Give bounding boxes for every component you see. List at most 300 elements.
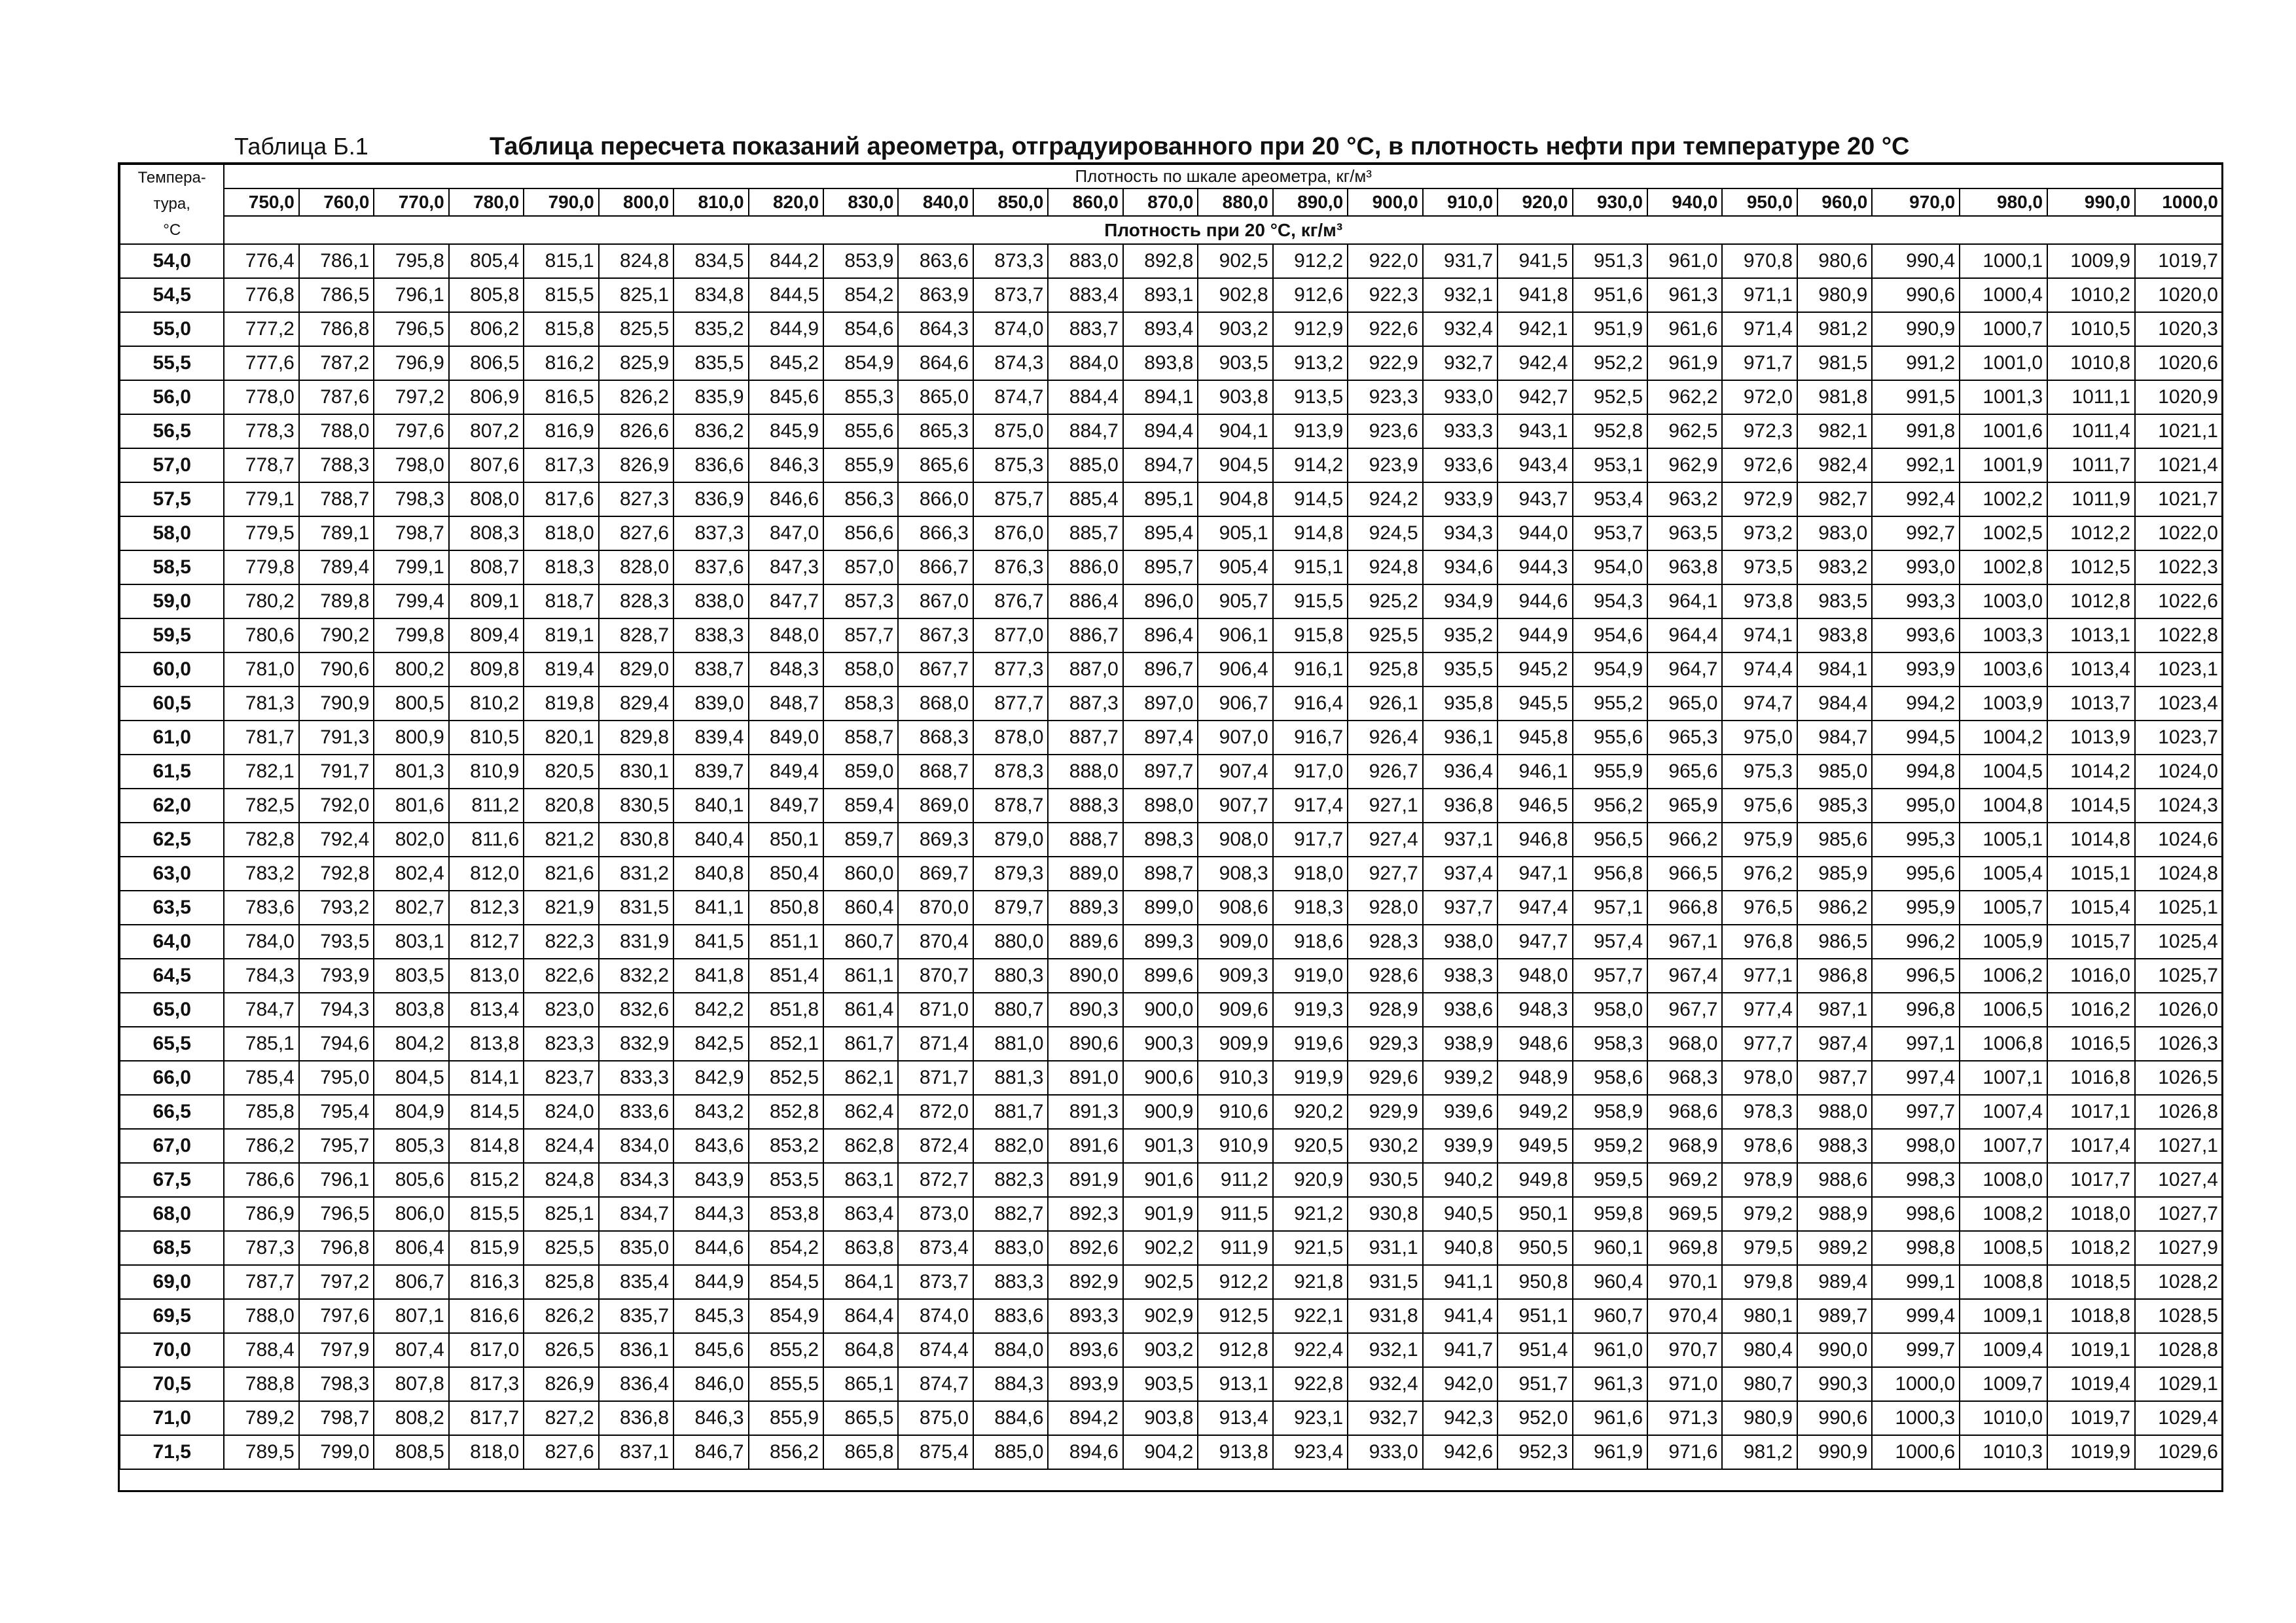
density-cell: 894,1 bbox=[1123, 380, 1198, 414]
density-cell: 883,0 bbox=[973, 1231, 1048, 1265]
density-cell: 816,6 bbox=[449, 1299, 524, 1333]
density-cell: 1024,3 bbox=[2135, 789, 2223, 823]
column-header: 780,0 bbox=[449, 188, 524, 217]
density-cell: 849,0 bbox=[749, 721, 823, 755]
density-cell: 927,4 bbox=[1348, 823, 1422, 857]
density-cell: 787,7 bbox=[224, 1265, 298, 1299]
density-cell: 1021,4 bbox=[2135, 448, 2223, 482]
density-cell: 858,0 bbox=[823, 652, 898, 687]
density-cell: 980,4 bbox=[1722, 1333, 1797, 1367]
density-cell: 902,2 bbox=[1123, 1231, 1198, 1265]
density-cell: 789,4 bbox=[299, 550, 374, 584]
density-cell: 909,6 bbox=[1198, 993, 1272, 1027]
density-cell: 901,6 bbox=[1123, 1163, 1198, 1197]
density-cell: 827,6 bbox=[599, 516, 673, 550]
density-cell: 913,5 bbox=[1273, 380, 1348, 414]
density-cell: 885,0 bbox=[973, 1435, 1048, 1469]
density-cell: 923,4 bbox=[1273, 1435, 1348, 1469]
density-cell: 806,7 bbox=[374, 1265, 448, 1299]
density-cell: 889,0 bbox=[1048, 857, 1122, 891]
density-cell: 915,5 bbox=[1273, 584, 1348, 618]
temperature-cell: 61,0 bbox=[120, 721, 224, 755]
density-cell: 855,9 bbox=[749, 1401, 823, 1435]
density-cell: 879,3 bbox=[973, 857, 1048, 891]
density-cell: 982,1 bbox=[1797, 414, 1872, 448]
density-cell: 823,7 bbox=[524, 1061, 598, 1095]
table-row bbox=[120, 1265, 2223, 1299]
density-cell: 1023,4 bbox=[2135, 687, 2223, 721]
density-cell: 962,5 bbox=[1647, 414, 1722, 448]
density-cell: 855,9 bbox=[823, 448, 898, 482]
density-cell: 966,8 bbox=[1647, 891, 1722, 925]
density-cell: 982,4 bbox=[1797, 448, 1872, 482]
density-cell: 995,6 bbox=[1872, 857, 1960, 891]
density-cell: 1002,2 bbox=[1960, 482, 2047, 516]
density-cell: 829,8 bbox=[599, 721, 673, 755]
column-header: 810,0 bbox=[673, 188, 748, 217]
column-header: 860,0 bbox=[1048, 188, 1122, 217]
density-cell: 1025,7 bbox=[2135, 959, 2223, 993]
density-cell: 792,4 bbox=[299, 823, 374, 857]
density-cell: 825,1 bbox=[599, 278, 673, 312]
density-cell: 815,5 bbox=[524, 278, 598, 312]
density-cell: 1000,3 bbox=[1872, 1401, 1960, 1435]
density-cell: 868,7 bbox=[898, 755, 973, 789]
density-cell: 942,3 bbox=[1423, 1401, 1498, 1435]
density-cell: 936,1 bbox=[1423, 721, 1498, 755]
density-cell: 860,0 bbox=[823, 857, 898, 891]
temperature-cell: 61,5 bbox=[120, 755, 224, 789]
density-cell: 834,8 bbox=[673, 278, 748, 312]
density-cell: 880,0 bbox=[973, 925, 1048, 959]
table-row bbox=[120, 414, 2223, 448]
density-cell: 942,0 bbox=[1423, 1367, 1498, 1401]
density-cell: 844,9 bbox=[673, 1265, 748, 1299]
column-header: 800,0 bbox=[599, 188, 673, 217]
density-cell: 909,0 bbox=[1198, 925, 1272, 959]
density-cell: 845,2 bbox=[749, 346, 823, 380]
density-cell: 915,1 bbox=[1273, 550, 1348, 584]
density-cell: 971,1 bbox=[1722, 278, 1797, 312]
density-cell: 870,0 bbox=[898, 891, 973, 925]
density-cell: 865,3 bbox=[898, 414, 973, 448]
density-cell: 944,6 bbox=[1498, 584, 1572, 618]
density-cell: 838,0 bbox=[673, 584, 748, 618]
density-cell: 885,7 bbox=[1048, 516, 1122, 550]
density-cell: 999,1 bbox=[1872, 1265, 1960, 1299]
density-cell: 840,8 bbox=[673, 857, 748, 891]
table-row bbox=[120, 993, 2223, 1027]
density-cell: 870,7 bbox=[898, 959, 973, 993]
density-cell: 789,5 bbox=[224, 1435, 298, 1469]
density-cell: 875,0 bbox=[973, 414, 1048, 448]
density-cell: 960,7 bbox=[1573, 1299, 1647, 1333]
density-cell: 990,3 bbox=[1797, 1367, 1872, 1401]
density-cell: 885,4 bbox=[1048, 482, 1122, 516]
table-row bbox=[120, 482, 2223, 516]
column-header: 820,0 bbox=[749, 188, 823, 217]
density-cell: 867,3 bbox=[898, 618, 973, 652]
density-cell: 998,0 bbox=[1872, 1129, 1960, 1163]
density-cell: 894,6 bbox=[1048, 1435, 1122, 1469]
density-cell: 1019,9 bbox=[2047, 1435, 2135, 1469]
density-cell: 829,0 bbox=[599, 652, 673, 687]
density-cell: 954,0 bbox=[1573, 550, 1647, 584]
density-cell: 933,0 bbox=[1423, 380, 1498, 414]
temperature-header-line2: тура, bbox=[153, 195, 190, 213]
density-cell: 945,2 bbox=[1498, 652, 1572, 687]
density-cell: 910,3 bbox=[1198, 1061, 1272, 1095]
density-cell: 826,2 bbox=[599, 380, 673, 414]
temperature-cell: 70,0 bbox=[120, 1333, 224, 1367]
density-cell: 1011,1 bbox=[2047, 380, 2135, 414]
density-cell: 843,2 bbox=[673, 1095, 748, 1129]
density-cell: 776,4 bbox=[224, 244, 298, 278]
density-cell: 808,2 bbox=[374, 1401, 448, 1435]
density-cell: 779,8 bbox=[224, 550, 298, 584]
density-cell: 785,4 bbox=[224, 1061, 298, 1095]
density-cell: 856,2 bbox=[749, 1435, 823, 1469]
density-cell: 1022,3 bbox=[2135, 550, 2223, 584]
density-cell: 792,0 bbox=[299, 789, 374, 823]
density-cell: 952,0 bbox=[1498, 1401, 1572, 1435]
density-cell: 813,0 bbox=[449, 959, 524, 993]
table-row bbox=[120, 244, 2223, 278]
density-cell: 942,4 bbox=[1498, 346, 1572, 380]
density-cell: 796,8 bbox=[299, 1231, 374, 1265]
density-cell: 786,9 bbox=[224, 1197, 298, 1231]
density-cell: 811,6 bbox=[449, 823, 524, 857]
density-cell: 916,1 bbox=[1273, 652, 1348, 687]
density-cell: 888,0 bbox=[1048, 755, 1122, 789]
density-cell: 933,0 bbox=[1348, 1435, 1422, 1469]
density-cell: 807,1 bbox=[374, 1299, 448, 1333]
density-cell: 971,0 bbox=[1647, 1367, 1722, 1401]
density-cell: 917,0 bbox=[1273, 755, 1348, 789]
density-cell: 961,6 bbox=[1573, 1401, 1647, 1435]
density-cell: 780,6 bbox=[224, 618, 298, 652]
density-cell: 934,3 bbox=[1423, 516, 1498, 550]
density-cell: 860,7 bbox=[823, 925, 898, 959]
density-cell: 944,0 bbox=[1498, 516, 1572, 550]
density-cell: 1018,5 bbox=[2047, 1265, 2135, 1299]
density-cell: 968,3 bbox=[1647, 1061, 1722, 1095]
density-cell: 808,3 bbox=[449, 516, 524, 550]
density-cell: 824,0 bbox=[524, 1095, 598, 1129]
temperature-cell: 69,0 bbox=[120, 1265, 224, 1299]
density-cell: 793,2 bbox=[299, 891, 374, 925]
density-cell: 993,6 bbox=[1872, 618, 1960, 652]
density-cell: 1020,3 bbox=[2135, 312, 2223, 346]
density-cell: 835,4 bbox=[599, 1265, 673, 1299]
density-cell: 986,5 bbox=[1797, 925, 1872, 959]
density-cell: 856,6 bbox=[823, 516, 898, 550]
density-cell: 967,4 bbox=[1647, 959, 1722, 993]
density-cell: 1019,7 bbox=[2047, 1401, 2135, 1435]
temperature-cell: 60,0 bbox=[120, 652, 224, 687]
temperature-cell: 67,0 bbox=[120, 1129, 224, 1163]
density-cell: 801,6 bbox=[374, 789, 448, 823]
density-cell: 1027,7 bbox=[2135, 1197, 2223, 1231]
density-cell: 957,4 bbox=[1573, 925, 1647, 959]
density-cell: 972,3 bbox=[1722, 414, 1797, 448]
density-cell: 961,0 bbox=[1573, 1333, 1647, 1367]
density-cell: 990,0 bbox=[1797, 1333, 1872, 1367]
density-cell: 883,4 bbox=[1048, 278, 1122, 312]
table-number: Таблица Б.1 bbox=[234, 133, 368, 160]
density-cell: 1020,9 bbox=[2135, 380, 2223, 414]
density-cell: 953,7 bbox=[1573, 516, 1647, 550]
density-cell: 940,5 bbox=[1423, 1197, 1498, 1231]
density-cell: 864,4 bbox=[823, 1299, 898, 1333]
density-cell: 788,4 bbox=[224, 1333, 298, 1367]
density-cell: 899,6 bbox=[1123, 959, 1198, 993]
density-cell: 982,7 bbox=[1797, 482, 1872, 516]
density-cell: 952,8 bbox=[1573, 414, 1647, 448]
density-cell: 796,9 bbox=[374, 346, 448, 380]
density-cell: 779,5 bbox=[224, 516, 298, 550]
density-cell: 874,0 bbox=[898, 1299, 973, 1333]
density-cell: 875,7 bbox=[973, 482, 1048, 516]
density-cell: 782,5 bbox=[224, 789, 298, 823]
density-cell: 923,3 bbox=[1348, 380, 1422, 414]
column-header: 850,0 bbox=[973, 188, 1048, 217]
density-cell: 970,4 bbox=[1647, 1299, 1722, 1333]
density-cell: 939,2 bbox=[1423, 1061, 1498, 1095]
density-cell: 835,5 bbox=[673, 346, 748, 380]
density-cell: 967,7 bbox=[1647, 993, 1722, 1027]
density-cell: 987,1 bbox=[1797, 993, 1872, 1027]
density-cell: 1027,1 bbox=[2135, 1129, 2223, 1163]
density-cell: 834,7 bbox=[599, 1197, 673, 1231]
density-cell: 929,9 bbox=[1348, 1095, 1422, 1129]
column-header: 940,0 bbox=[1647, 188, 1722, 217]
temperature-cell: 56,5 bbox=[120, 414, 224, 448]
density-cell: 808,0 bbox=[449, 482, 524, 516]
temperature-cell: 67,5 bbox=[120, 1163, 224, 1197]
density-cell: 1010,3 bbox=[1960, 1435, 2047, 1469]
density-cell: 858,3 bbox=[823, 687, 898, 721]
density-cell: 794,6 bbox=[299, 1027, 374, 1061]
density-cell: 950,8 bbox=[1498, 1265, 1572, 1299]
density-cell: 844,2 bbox=[749, 244, 823, 278]
density-cell: 835,2 bbox=[673, 312, 748, 346]
density-cell: 900,0 bbox=[1123, 993, 1198, 1027]
density-cell: 994,5 bbox=[1872, 721, 1960, 755]
density-cell: 907,4 bbox=[1198, 755, 1272, 789]
density-cell: 784,3 bbox=[224, 959, 298, 993]
density-cell: 954,9 bbox=[1573, 652, 1647, 687]
density-cell: 967,1 bbox=[1647, 925, 1722, 959]
density-cell: 917,7 bbox=[1273, 823, 1348, 857]
temperature-cell: 54,0 bbox=[120, 244, 224, 278]
table-row bbox=[120, 891, 2223, 925]
density-cell: 912,5 bbox=[1198, 1299, 1272, 1333]
density-cell: 1016,2 bbox=[2047, 993, 2135, 1027]
density-cell: 941,5 bbox=[1498, 244, 1572, 278]
density-cell: 951,3 bbox=[1573, 244, 1647, 278]
density-cell: 878,0 bbox=[973, 721, 1048, 755]
density-cell: 807,4 bbox=[374, 1333, 448, 1367]
density-cell: 811,2 bbox=[449, 789, 524, 823]
density-cell: 869,7 bbox=[898, 857, 973, 891]
density-cell: 890,0 bbox=[1048, 959, 1122, 993]
density-cell: 942,1 bbox=[1498, 312, 1572, 346]
density-cell: 946,1 bbox=[1498, 755, 1572, 789]
density-cell: 828,7 bbox=[599, 618, 673, 652]
density-cell: 812,7 bbox=[449, 925, 524, 959]
density-cell: 976,2 bbox=[1722, 857, 1797, 891]
density-cell: 912,9 bbox=[1273, 312, 1348, 346]
density-cell: 817,3 bbox=[524, 448, 598, 482]
density-cell: 932,1 bbox=[1423, 278, 1498, 312]
density-cell: 910,6 bbox=[1198, 1095, 1272, 1129]
density-cell: 845,6 bbox=[749, 380, 823, 414]
density-cell: 937,1 bbox=[1423, 823, 1498, 857]
density-cell: 928,3 bbox=[1348, 925, 1422, 959]
column-header: 870,0 bbox=[1123, 188, 1198, 217]
density-cell: 825,5 bbox=[524, 1231, 598, 1265]
density-cell: 863,4 bbox=[823, 1197, 898, 1231]
density-cell: 892,9 bbox=[1048, 1265, 1122, 1299]
density-cell: 905,4 bbox=[1198, 550, 1272, 584]
density-cell: 914,2 bbox=[1273, 448, 1348, 482]
density-cell: 981,8 bbox=[1797, 380, 1872, 414]
density-cell: 927,7 bbox=[1348, 857, 1422, 891]
density-cell: 779,1 bbox=[224, 482, 298, 516]
density-cell: 871,4 bbox=[898, 1027, 973, 1061]
density-cell: 1024,0 bbox=[2135, 755, 2223, 789]
temperature-cell: 55,0 bbox=[120, 312, 224, 346]
density-cell: 1009,4 bbox=[1960, 1333, 2047, 1367]
density-cell: 841,8 bbox=[673, 959, 748, 993]
density-cell: 924,8 bbox=[1348, 550, 1422, 584]
density-cell: 851,4 bbox=[749, 959, 823, 993]
density-cell: 1012,2 bbox=[2047, 516, 2135, 550]
density-cell: 983,8 bbox=[1797, 618, 1872, 652]
density-cell: 818,0 bbox=[449, 1435, 524, 1469]
density-cell: 883,6 bbox=[973, 1299, 1048, 1333]
density-cell: 778,7 bbox=[224, 448, 298, 482]
density-cell: 981,5 bbox=[1797, 346, 1872, 380]
density-cell: 996,8 bbox=[1872, 993, 1960, 1027]
density-cell: 895,1 bbox=[1123, 482, 1198, 516]
density-cell: 954,3 bbox=[1573, 584, 1647, 618]
density-cell: 855,6 bbox=[823, 414, 898, 448]
density-cell: 816,9 bbox=[524, 414, 598, 448]
density-cell: 807,6 bbox=[449, 448, 524, 482]
density-cell: 908,6 bbox=[1198, 891, 1272, 925]
density-cell: 853,5 bbox=[749, 1163, 823, 1197]
density-cell: 874,7 bbox=[973, 380, 1048, 414]
density-cell: 988,0 bbox=[1797, 1095, 1872, 1129]
density-cell: 805,6 bbox=[374, 1163, 448, 1197]
density-cell: 815,5 bbox=[449, 1197, 524, 1231]
density-cell: 1028,8 bbox=[2135, 1333, 2223, 1367]
density-cell: 787,2 bbox=[299, 346, 374, 380]
density-cell: 799,0 bbox=[299, 1435, 374, 1469]
density-cell: 835,7 bbox=[599, 1299, 673, 1333]
density-cell: 1026,0 bbox=[2135, 993, 2223, 1027]
density-cell: 921,8 bbox=[1273, 1265, 1348, 1299]
density-cell: 1002,8 bbox=[1960, 550, 2047, 584]
density-cell: 934,9 bbox=[1423, 584, 1498, 618]
density-cell: 783,6 bbox=[224, 891, 298, 925]
density-cell: 961,9 bbox=[1573, 1435, 1647, 1469]
density-cell: 909,3 bbox=[1198, 959, 1272, 993]
table-row bbox=[120, 1367, 2223, 1401]
density-cell: 893,1 bbox=[1123, 278, 1198, 312]
density-cell: 924,2 bbox=[1348, 482, 1422, 516]
density-cell: 786,1 bbox=[299, 244, 374, 278]
density-cell: 930,2 bbox=[1348, 1129, 1422, 1163]
density-cell: 974,1 bbox=[1722, 618, 1797, 652]
density-cell: 975,3 bbox=[1722, 755, 1797, 789]
density-cell: 787,6 bbox=[299, 380, 374, 414]
density-cell: 995,3 bbox=[1872, 823, 1960, 857]
density-cell: 1001,6 bbox=[1960, 414, 2047, 448]
density-cell: 957,1 bbox=[1573, 891, 1647, 925]
table-row bbox=[120, 1231, 2223, 1265]
density-cell: 908,0 bbox=[1198, 823, 1272, 857]
density-cell: 985,0 bbox=[1797, 755, 1872, 789]
density-cell: 806,2 bbox=[449, 312, 524, 346]
density-cell: 863,8 bbox=[823, 1231, 898, 1265]
density-cell: 795,0 bbox=[299, 1061, 374, 1095]
temperature-cell: 58,5 bbox=[120, 550, 224, 584]
density-cell: 943,4 bbox=[1498, 448, 1572, 482]
density-cell: 788,0 bbox=[224, 1299, 298, 1333]
density-cell: 961,6 bbox=[1647, 312, 1722, 346]
density-cell: 864,8 bbox=[823, 1333, 898, 1367]
density-cell: 1005,4 bbox=[1960, 857, 2047, 891]
density-cell: 884,4 bbox=[1048, 380, 1122, 414]
density-cell: 911,2 bbox=[1198, 1163, 1272, 1197]
density-cell: 973,8 bbox=[1722, 584, 1797, 618]
density-cell: 869,3 bbox=[898, 823, 973, 857]
density-cell: 1005,1 bbox=[1960, 823, 2047, 857]
density-cell: 875,0 bbox=[898, 1401, 973, 1435]
density-cell: 826,9 bbox=[599, 448, 673, 482]
density-cell: 951,7 bbox=[1498, 1367, 1572, 1401]
table-row bbox=[120, 1299, 2223, 1333]
density-cell: 832,2 bbox=[599, 959, 673, 993]
density-cell: 1018,8 bbox=[2047, 1299, 2135, 1333]
temperature-cell: 64,5 bbox=[120, 959, 224, 993]
density-cell: 1003,6 bbox=[1960, 652, 2047, 687]
density-cell: 968,0 bbox=[1647, 1027, 1722, 1061]
density-cell: 1001,0 bbox=[1960, 346, 2047, 380]
density-cell: 972,9 bbox=[1722, 482, 1797, 516]
density-cell: 845,6 bbox=[673, 1333, 748, 1367]
density-cell: 1026,5 bbox=[2135, 1061, 2223, 1095]
density-cell: 1013,1 bbox=[2047, 618, 2135, 652]
density-cell: 893,8 bbox=[1123, 346, 1198, 380]
density-cell: 776,8 bbox=[224, 278, 298, 312]
density-cell: 989,4 bbox=[1797, 1265, 1872, 1299]
density-cell: 884,3 bbox=[973, 1367, 1048, 1401]
density-cell: 1015,1 bbox=[2047, 857, 2135, 891]
density-cell: 839,7 bbox=[673, 755, 748, 789]
density-cell: 983,5 bbox=[1797, 584, 1872, 618]
density-cell: 834,3 bbox=[599, 1163, 673, 1197]
density-cell: 853,2 bbox=[749, 1129, 823, 1163]
density-cell: 835,9 bbox=[673, 380, 748, 414]
density-cell: 903,8 bbox=[1198, 380, 1272, 414]
column-header: 830,0 bbox=[823, 188, 898, 217]
density-cell: 821,2 bbox=[524, 823, 598, 857]
density-cell: 851,1 bbox=[749, 925, 823, 959]
